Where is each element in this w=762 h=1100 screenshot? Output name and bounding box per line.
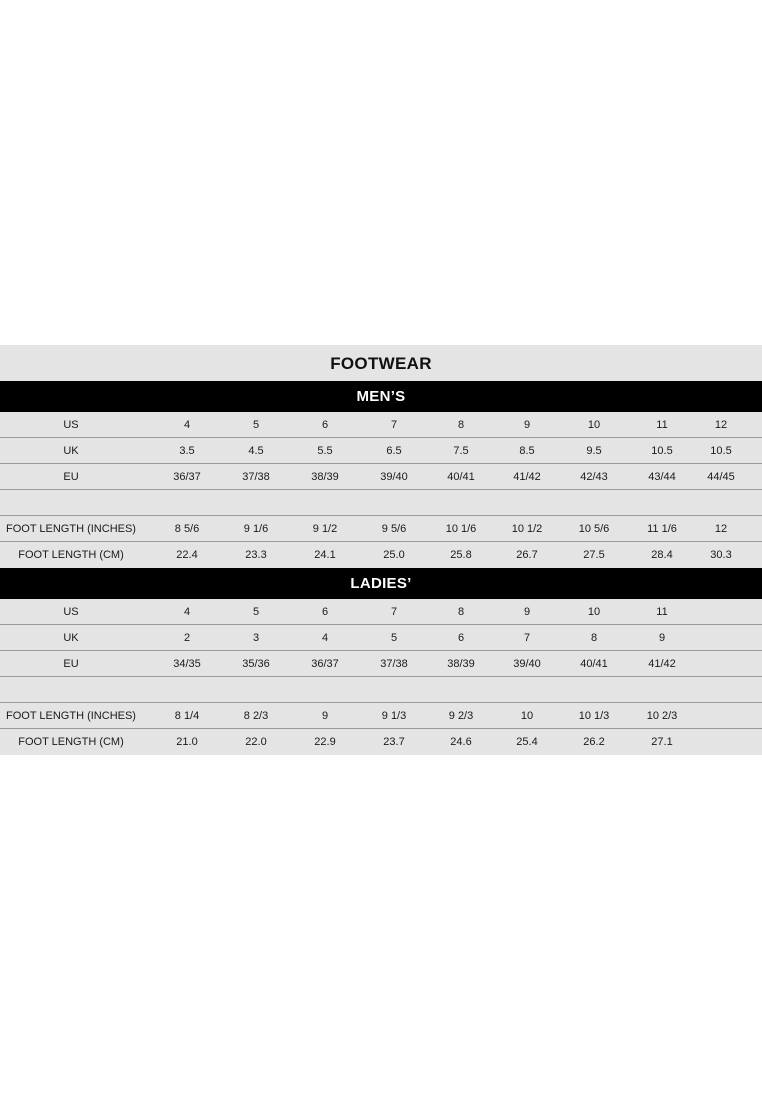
table-cell: 9 5/6 xyxy=(381,522,407,535)
table-cell: 9 xyxy=(321,709,329,722)
table-cell: 23.3 xyxy=(245,549,267,561)
table-cell: 4 xyxy=(183,605,191,618)
table-cell: 8.5 xyxy=(519,444,535,457)
row-label: US xyxy=(63,418,79,431)
table-cell: 4.5 xyxy=(248,444,264,457)
table-cell: 9 xyxy=(523,605,531,618)
table-cell: 8 xyxy=(457,605,465,618)
table-cell: 4 xyxy=(183,418,191,431)
table-cell: 5.5 xyxy=(317,444,333,457)
table-cell: 8 5/6 xyxy=(174,522,200,535)
table-cell: 2 xyxy=(183,631,191,644)
table-cell: 9 1/3 xyxy=(381,709,407,722)
table-cell: 7 xyxy=(390,605,398,618)
table-cell: 37/38 xyxy=(242,470,270,483)
table-cell: 9 xyxy=(658,631,666,644)
table-cell: 7 xyxy=(390,418,398,431)
table-cell: 24.1 xyxy=(314,549,336,561)
table-cell: 38/39 xyxy=(447,657,475,670)
table-cell: 8 xyxy=(457,418,465,431)
table-cell: 38/39 xyxy=(311,470,339,483)
table-cell: 39/40 xyxy=(513,657,541,670)
table-cell: 22.9 xyxy=(314,736,336,748)
table-cell: 4 xyxy=(321,631,329,644)
table-cell: 5 xyxy=(252,418,260,431)
table-cell: 12 xyxy=(714,522,728,535)
table-row xyxy=(0,490,762,516)
section-header: LADIES’ xyxy=(0,568,762,599)
table-cell: 40/41 xyxy=(447,470,475,483)
table-row xyxy=(0,651,762,677)
size-sections xyxy=(0,381,762,755)
row-label: EU xyxy=(63,470,79,483)
table-cell: 9 xyxy=(523,418,531,431)
row-label: FOOT LENGTH (INCHES) xyxy=(6,709,136,722)
table-cell: 26.2 xyxy=(583,736,605,748)
table-row xyxy=(0,703,762,729)
row-label: UK xyxy=(63,631,79,644)
table-cell: 42/43 xyxy=(580,470,608,483)
table-cell: 10 1/3 xyxy=(578,709,610,722)
table-row xyxy=(0,677,762,703)
table-cell: 10.5 xyxy=(710,444,732,457)
table-cell: 7.5 xyxy=(453,444,469,457)
row-label xyxy=(0,490,142,515)
table-cell: 9 1/2 xyxy=(312,522,338,535)
table-cell: 27.5 xyxy=(583,549,605,561)
row-label: FOOT LENGTH (INCHES) xyxy=(6,522,136,535)
table-row xyxy=(0,464,762,490)
table-cell: 10 5/6 xyxy=(578,522,610,535)
size-chart xyxy=(0,345,762,755)
table-cell: 11 xyxy=(656,605,668,618)
table-cell: 41/42 xyxy=(513,470,541,483)
table-cell: 6 xyxy=(321,605,329,618)
table-row xyxy=(0,599,762,625)
row-label: EU xyxy=(63,657,79,670)
table-cell: 44/45 xyxy=(707,470,735,483)
table-cell: 6 xyxy=(457,631,465,644)
table-cell: 3.5 xyxy=(179,444,195,457)
table-cell: 26.7 xyxy=(516,549,538,561)
table-cell: 11 xyxy=(656,418,668,431)
row-label xyxy=(0,677,142,702)
chart-title: FOOTWEAR xyxy=(330,354,432,373)
table-cell: 10 xyxy=(520,709,534,722)
table-cell: 25.4 xyxy=(516,736,538,748)
table-cell: 10.5 xyxy=(651,444,673,457)
table-row xyxy=(0,729,762,755)
table-cell: 7 xyxy=(523,631,531,644)
table-cell: 25.0 xyxy=(383,549,405,561)
table-cell: 8 1/4 xyxy=(174,709,200,722)
table-cell: 25.8 xyxy=(450,549,472,561)
table-cell: 39/40 xyxy=(380,470,408,483)
table-cell: 6 xyxy=(321,418,329,431)
table-cell: 22.4 xyxy=(176,549,198,561)
table-cell: 30.3 xyxy=(710,549,732,561)
table-row xyxy=(0,625,762,651)
table-cell: 41/42 xyxy=(648,657,676,670)
table-row xyxy=(0,542,762,568)
table-cell: 10 1/6 xyxy=(445,522,477,535)
table-cell: 24.6 xyxy=(450,736,472,748)
row-label: US xyxy=(63,605,79,618)
table-row xyxy=(0,412,762,438)
table-cell: 9 2/3 xyxy=(448,709,474,722)
table-cell: 10 1/2 xyxy=(511,522,543,535)
table-cell: 9 1/6 xyxy=(243,522,269,535)
table-cell: 10 xyxy=(587,418,601,431)
table-cell: 8 xyxy=(590,631,598,644)
table-cell: 34/35 xyxy=(173,657,201,670)
table-cell: 28.4 xyxy=(651,549,673,561)
table-cell: 3 xyxy=(252,631,260,644)
section-header: MEN’S xyxy=(0,381,762,412)
table-cell: 35/36 xyxy=(242,657,270,670)
table-row xyxy=(0,438,762,464)
table-cell: 10 2/3 xyxy=(646,709,678,722)
row-label: FOOT LENGTH (CM) xyxy=(18,736,124,748)
table-cell: 12 xyxy=(714,418,728,431)
row-label: UK xyxy=(63,444,79,457)
table-cell: 11 1/6 xyxy=(647,522,677,535)
table-cell: 27.1 xyxy=(651,736,673,748)
table-cell: 6.5 xyxy=(386,444,402,457)
table-cell: 40/41 xyxy=(580,657,608,670)
table-cell: 21.0 xyxy=(176,736,198,748)
table-cell: 10 xyxy=(587,605,601,618)
table-cell: 36/37 xyxy=(311,657,339,670)
table-cell: 5 xyxy=(252,605,260,618)
table-cell: 43/44 xyxy=(648,470,676,483)
table-cell: 9.5 xyxy=(586,444,602,457)
table-cell: 5 xyxy=(390,631,398,644)
table-row xyxy=(0,516,762,542)
table-cell: 23.7 xyxy=(383,736,405,748)
table-cell: 36/37 xyxy=(173,470,201,483)
table-cell: 8 2/3 xyxy=(243,709,269,722)
table-cell: 37/38 xyxy=(380,657,408,670)
table-cell: 22.0 xyxy=(245,736,267,748)
row-label: FOOT LENGTH (CM) xyxy=(18,549,124,561)
